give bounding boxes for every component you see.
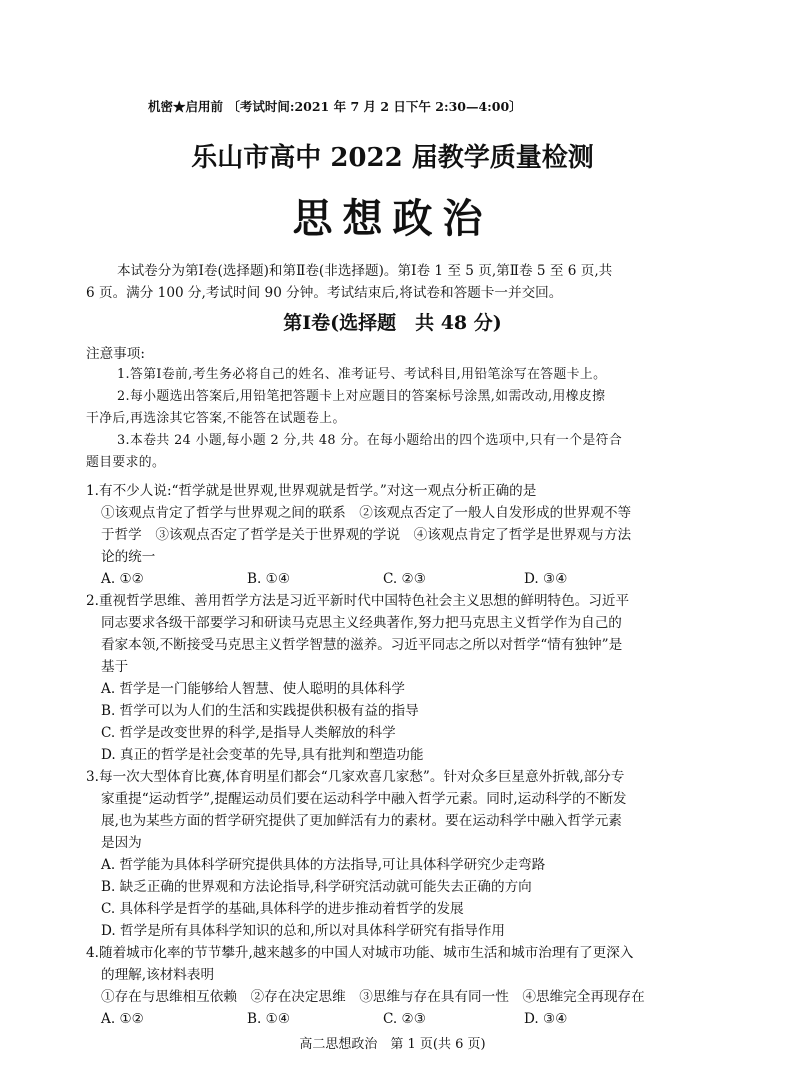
question-1-option-b: B. ①④ xyxy=(247,571,291,587)
question-2-option-d: D. 真正的哲学是社会变革的先导,具有批判和塑造功能 xyxy=(101,747,424,763)
intro-line-2: 6 页。满分 100 分,考试时间 90 分钟。考试结束后,将试卷和答题卡一并交回。 xyxy=(86,285,563,301)
notice-line-4: 3.本卷共 24 小题,每小题 2 分,共 48 分。在每小题给出的四个选项中,只有一个是符合 xyxy=(117,433,623,448)
question-1-option-d: D. ③④ xyxy=(524,571,568,587)
question-4-option-b: B. ①④ xyxy=(247,1011,291,1027)
question-2-option-c: C. 哲学是改变世界的科学,是指导人类解放的科学 xyxy=(101,725,396,741)
question-4-option-d: D. ③④ xyxy=(524,1011,568,1027)
question-4-line-2: 的理解,该材料表明 xyxy=(101,967,215,983)
subject-title: 思想政治 xyxy=(292,195,493,242)
exam-title: 乐山市高中 2022 届教学质量检测 xyxy=(191,143,594,173)
question-3-option-d: D. 哲学是所有具体科学知识的总和,所以对具体科学研究有指导作用 xyxy=(101,923,506,939)
question-4-option-a: A. ①② xyxy=(101,1011,144,1027)
notice-line-5: 题目要求的。 xyxy=(86,455,166,470)
question-1-option-a: A. ①② xyxy=(101,571,144,587)
question-3-stem: 3.每一次大型体育比赛,体育明星们都会“几家欢喜几家愁”。针对众多巨星意外折戟,部分专 xyxy=(86,769,625,785)
question-1-option-c: C. ②③ xyxy=(383,571,426,587)
page-footer: 高二思想政治 第 1 页(共 6 页) xyxy=(299,1037,486,1052)
question-4-stem: 4.随着城市化率的节节攀升,越来越多的中国人对城市功能、城市生活和城市治理有了更深入 xyxy=(86,945,634,961)
question-3-line-2: 家重提“运动哲学”,提醒运动员们要在运动科学中融入哲学元素。同时,运动科学的不断发 xyxy=(101,791,627,807)
question-1-stem: 1.有不少人说:“哲学就是世界观,世界观就是哲学。”对这一观点分析正确的是 xyxy=(86,483,537,499)
question-2-option-b: B. 哲学可以为人们的生活和实践提供积极有益的指导 xyxy=(101,703,419,719)
notice-line-2: 2.每小题选出答案后,用铅笔把答题卡上对应题目的答案标号涂黑,如需改动,用橡皮擦 xyxy=(117,389,606,404)
question-2-stem: 2.重视哲学思维、善用哲学方法是习近平新时代中国特色社会主义思想的鲜明特色。习近平 xyxy=(86,593,630,609)
question-2-line-2: 同志要求各级干部要学习和研读马克思主义经典著作,努力把马克思主义哲学作为自己的 xyxy=(101,615,622,631)
question-1-line-2: ①该观点肯定了哲学与世界观之间的联系 ②该观点否定了一般人自发形成的世界观不等 xyxy=(101,505,632,521)
question-3-line-3: 展,也为某些方面的哲学研究提供了更加鲜活有力的素材。要在运动科学中融入哲学元素 xyxy=(101,813,622,829)
question-2-line-3: 看家本领,不断接受马克思主义哲学智慧的滋养。习近平同志之所以对哲学“情有独钟”是 xyxy=(101,637,623,653)
question-2-line-4: 基于 xyxy=(101,659,129,675)
question-2-option-a: A. 哲学是一门能够给人智慧、使人聪明的具体科学 xyxy=(101,681,405,697)
question-3-option-a: A. 哲学能为具体科学研究提供具体的方法指导,可让具体科学研究少走弯路 xyxy=(101,857,546,873)
question-1-line-3: 于哲学 ③该观点否定了哲学是关于世界观的学说 ④该观点肯定了哲学是世界观与方法 xyxy=(101,527,632,543)
question-3-line-4: 是因为 xyxy=(101,835,142,851)
section-title: 第Ⅰ卷(选择题 共 48 分) xyxy=(283,312,502,334)
notice-line-1: 1.答第Ⅰ卷前,考生务必将自己的姓名、准考证号、考试科目,用铅笔涂写在答题卡上。 xyxy=(117,367,607,382)
notice-line-3: 干净后,再选涂其它答案,不能答在试题卷上。 xyxy=(86,411,346,426)
question-4-line-3: ①存在与思维相互依赖 ②存在决定思维 ③思维与存在具有同一性 ④思维完全再现存在 xyxy=(101,989,645,1005)
notice-heading: 注意事项: xyxy=(86,346,145,362)
question-4-option-c: C. ②③ xyxy=(383,1011,426,1027)
confidential-note: 机密★启用前 〔考试时间:2021 年 7 月 2 日下午 2:30—4:00〕 xyxy=(148,99,522,114)
question-3-option-c: C. 具体科学是哲学的基础,具体科学的进步推动着哲学的发展 xyxy=(101,901,464,917)
question-3-option-b: B. 缺乏正确的世界观和方法论指导,科学研究活动就可能失去正确的方向 xyxy=(101,879,532,895)
intro-line-1: 本试卷分为第Ⅰ卷(选择题)和第Ⅱ卷(非选择题)。第Ⅰ卷 1 至 5 页,第Ⅱ卷 5 至 6 页,共 xyxy=(117,263,613,279)
question-1-line-4: 论的统一 xyxy=(101,549,156,565)
